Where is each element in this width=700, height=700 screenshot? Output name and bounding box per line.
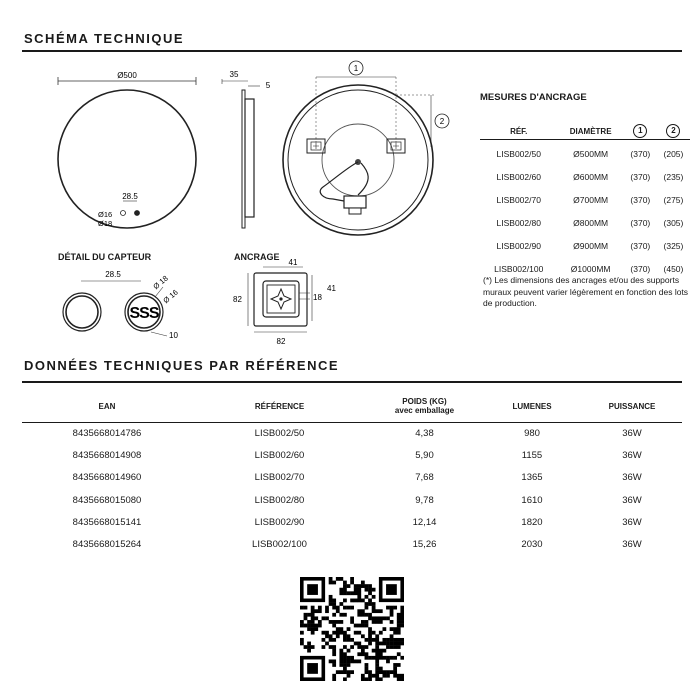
table-row: 8435668014786 LISB002/50 4,38 980 36W — [72, 427, 642, 439]
sensor-right — [135, 211, 140, 216]
dim-diameter: Ø500 — [117, 71, 137, 80]
anchoring-header-row — [480, 120, 690, 142]
anchoring-col-2: 2 — [657, 120, 690, 142]
callout-2: 2 — [439, 117, 445, 126]
callout-1: 1 — [353, 64, 359, 73]
tech-data-title-rule — [22, 381, 682, 383]
mirror-outline — [58, 90, 196, 228]
sensor-dim-10: 10 — [169, 331, 178, 340]
table-row: LISB002/50 Ø500MM (370) (205) — [496, 148, 684, 159]
tech-col-weight: POIDS (KG) avec emballage — [394, 397, 455, 415]
side-view-drawing — [220, 62, 280, 242]
anchoring-col-ref: RÉF. — [510, 126, 528, 136]
table-row: 8435668015141 LISB002/90 12,14 1820 36W — [72, 516, 642, 528]
anchor-top-41: 41 — [288, 258, 298, 267]
anchor-detail-title: ANCRAGE — [234, 252, 280, 262]
tech-col-ean: EAN — [98, 401, 116, 411]
dim-depth-5: 5 — [265, 81, 271, 90]
tech-data-title: DONNÉES TECHNIQUES PAR RÉFÉRENCE — [24, 358, 340, 373]
table-row: LISB002/80 Ø800MM (370) (305) — [496, 217, 684, 228]
anchoring-col-1: 1 — [624, 120, 657, 142]
anchor-detail-drawing — [230, 255, 340, 350]
sensor-left — [121, 211, 126, 216]
sensor-spacing-label: 28.5 — [105, 270, 121, 279]
sensor-sss-text: SSS — [129, 305, 159, 322]
anchoring-col-diameter: DIAMÈTRE — [569, 126, 612, 136]
anchoring-note: (*) Les dimensions des ancrages et/ou des supports muraux peuvent varier légèrement en fonction des lots de production. — [483, 275, 689, 308]
schema-title: SCHÉMA TECHNIQUE — [24, 31, 185, 46]
sensor-d16-label: Ø 16 — [161, 287, 180, 306]
tech-data-table — [22, 390, 682, 556]
table-row: 8435668014960 LISB002/70 7,68 1365 36W — [72, 472, 642, 484]
front-view-drawing — [40, 62, 220, 242]
table-row: 8435668014908 LISB002/60 5,90 1155 36W — [72, 449, 642, 461]
dim-sensor-spacing: 28.5 — [122, 192, 138, 201]
table-row: LISB002/100 Ø1000MM (370) (450) — [494, 263, 684, 274]
table-row: 8435668015264 LISB002/100 15,26 2030 36W — [72, 539, 642, 551]
dim-sensor-d18: Ø18 — [98, 219, 113, 228]
qr-code-icon[interactable] — [300, 577, 404, 681]
tech-col-lumens: LUMENES — [512, 401, 552, 411]
table-row: LISB002/70 Ø700MM (370) (275) — [496, 194, 684, 205]
anchor-inner-18: 18 — [313, 293, 322, 302]
schema-title-rule — [22, 50, 682, 52]
dim-sensor-d16: Ø16 — [98, 210, 113, 219]
anchoring-table — [480, 120, 690, 280]
sensor-d18-label: Ø 18 — [151, 273, 170, 292]
sensor-detail-title: DÉTAIL DU CAPTEUR — [58, 252, 152, 262]
table-row: 8435668015080 LISB002/80 9,78 1610 36W — [72, 494, 642, 506]
tech-col-ref: RÉFÉRENCE — [254, 401, 305, 411]
table-row: LISB002/90 Ø900MM (370) (325) — [496, 240, 684, 251]
anchor-bottom-82: 82 — [276, 337, 286, 346]
tech-col-power: PUISSANCE — [608, 401, 656, 411]
anchor-left-82: 82 — [233, 295, 242, 304]
anchoring-title: MESURES D'ANCRAGE — [480, 92, 587, 103]
back-view-drawing — [278, 55, 458, 245]
tech-header-row — [22, 390, 682, 422]
table-row: LISB002/60 Ø600MM (370) (235) — [496, 171, 684, 182]
anchor-right-41: 41 — [327, 284, 336, 293]
sensor-detail-drawing — [55, 265, 195, 345]
dim-depth-35: 35 — [229, 70, 239, 79]
